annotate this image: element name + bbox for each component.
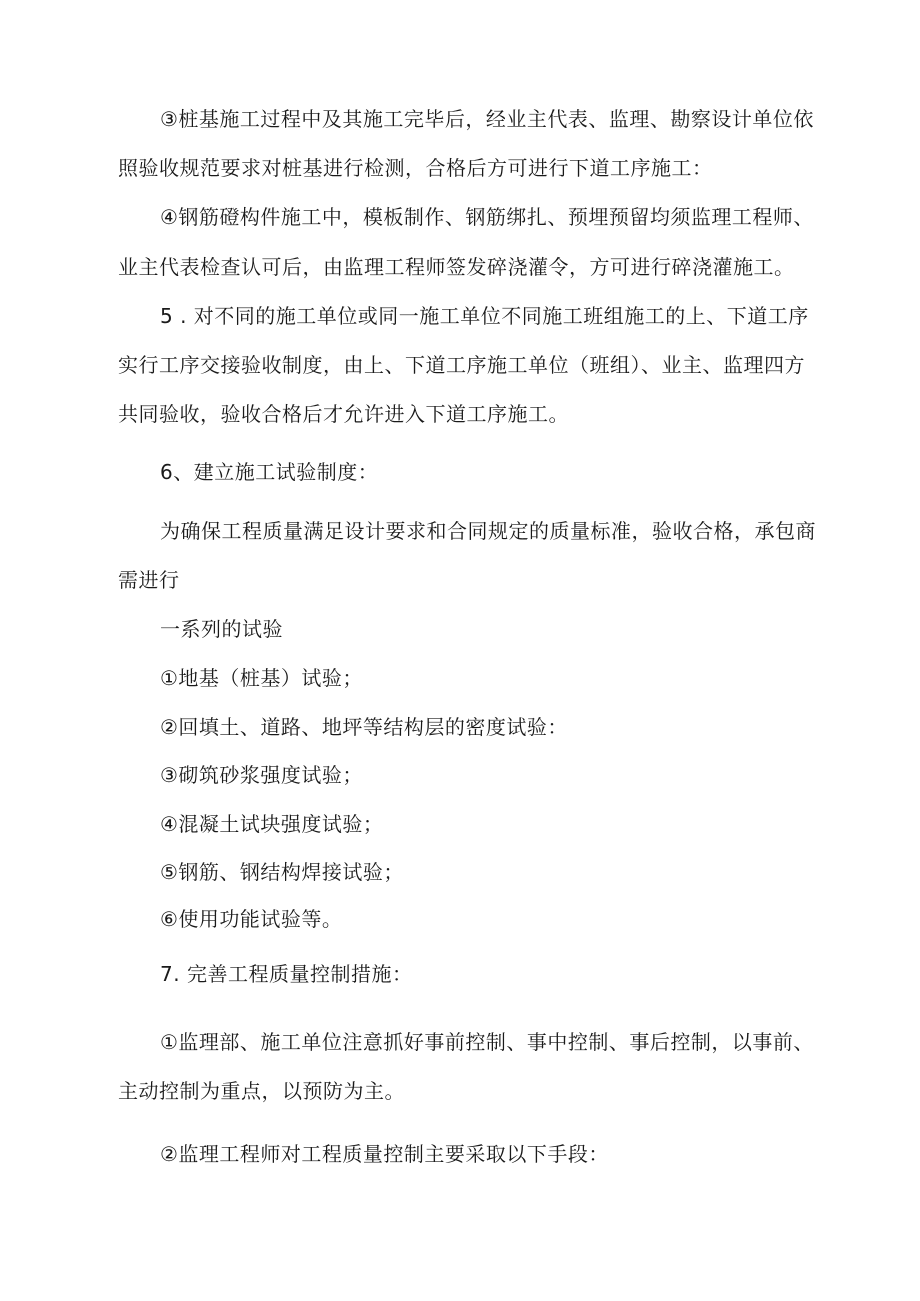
paragraph-line: 5 . 对不同的施工单位或同一施工单位不同施工班组施工的上、下道工序 [160,304,809,328]
paragraph-line: 主动控制为重点，以预防为主。 [118,1079,405,1103]
list-item: ⑥使用功能试验等。 [160,907,343,931]
list-item: ①地基（桩基）试验； [160,666,363,690]
section-heading: 6、建立施工试验制度： [160,460,379,484]
paragraph-line: ④钢筋磴构件施工中，模板制作、钢筋绑扎、预埋预留均须监理工程师、 [160,205,814,229]
list-item: ④混凝土试块强度试验； [160,812,384,836]
paragraph-line: ③桩基施工过程中及其施工完毕后，经业主代表、监理、勘察设计单位依 [160,107,814,131]
paragraph-line: 共同验收，验收合格后才允许进入下道工序施工。 [118,402,569,426]
paragraph-line: 照验收规范要求对桩基进行检测，合格后方可进行下道工序施工： [118,156,713,180]
list-item: ⑤钢筋、钢结构焊接试验； [160,860,404,884]
paragraph-line: 业主代表检查认可后，由监理工程师签发碎浇灌令，方可进行碎浇灌施工。 [118,255,795,279]
paragraph-line: 为确保工程质量满足设计要求和合同规定的质量标准，验收合格，承包商 [160,519,816,543]
paragraph-line: 一系列的试验 [160,617,283,641]
section-heading: 7. 完善工程质量控制措施： [160,962,413,986]
paragraph-line: ②监理工程师对工程质量控制主要采取以下手段： [160,1142,609,1166]
paragraph-line: 需进行 [118,568,180,592]
paragraph-line: 实行工序交接验收制度，由上、下道工序施工单位（班组）、业主、监理四方 [118,353,805,377]
list-item: ③砌筑砂浆强度试验； [160,763,363,787]
paragraph-line: ①监理部、施工单位注意抓好事前控制、事中控制、事后控制，以事前、 [160,1030,814,1054]
list-item: ②回填土、道路、地坪等结构层的密度试验： [160,715,568,739]
